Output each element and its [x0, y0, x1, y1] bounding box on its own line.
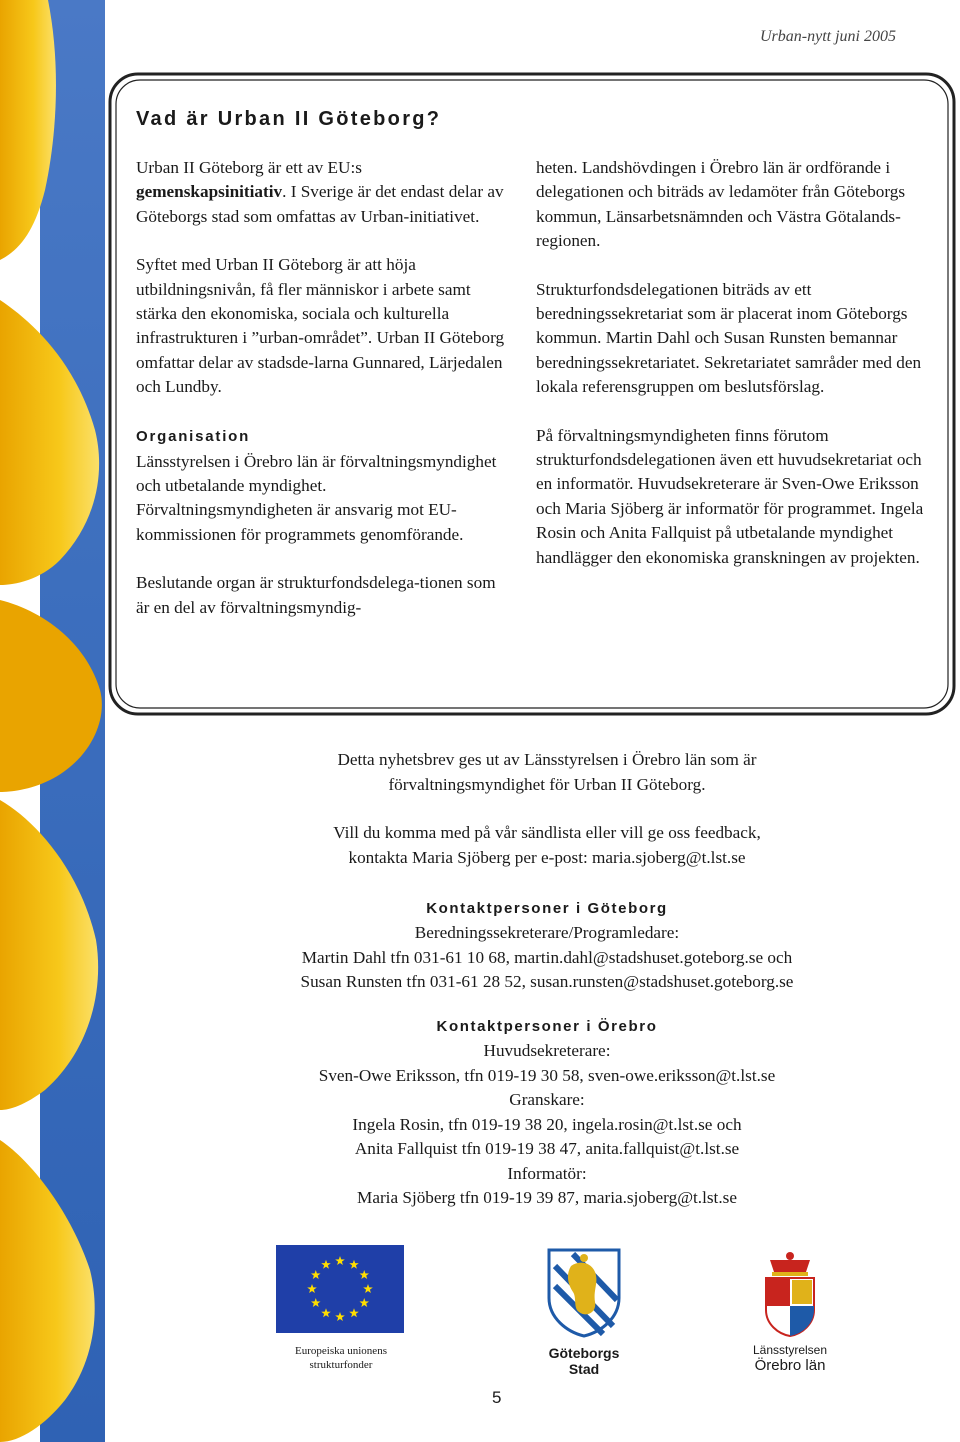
- lansstyrelsen-logo: [748, 1250, 832, 1374]
- feedback-contact: kontakta Maria Sjöberg per e-post: maria.sjoberg@t.lst.se: [348, 847, 746, 867]
- paragraph-intro: Urban II Göteborg är ett av EU:s gemenskapsinitiativ. I Sverige är det endast delar av Göteborgs stad som omfattas av Urban-initiativet.: [136, 158, 504, 226]
- eu-logo: [276, 1245, 406, 1372]
- contact-role: Huvudsekreterare:: [483, 1041, 611, 1060]
- lansstyrelsen-name: Länsstyrelsen: [752, 1343, 828, 1357]
- contact-line: Sven-Owe Eriksson, tfn 019-19 30 58, sven-owe.eriksson@t.lst.se: [318, 1065, 776, 1085]
- info-line: Detta nyhetsbrev ges ut av Länsstyrelsen i Örebro län som är: [337, 750, 757, 769]
- box-right-column: [536, 156, 936, 594]
- orebro-lan-name: Örebro län: [754, 1357, 826, 1374]
- paragraph-organisation: Länsstyrelsen i Örebro län är förvaltningsmyndighet och utbetalande myndighet. Förvaltningsmyndigheten är ansvarig mot EU-kommissionen för programmets genomförande.: [136, 451, 497, 544]
- box-left-column: [136, 156, 506, 644]
- box-title: Vad är Urban II Göteborg?: [136, 108, 442, 130]
- page-number: 5: [492, 1388, 502, 1407]
- contact-line: Anita Fallquist tfn 019-19 38 47, anita.fallquist@t.lst.se: [354, 1139, 740, 1158]
- goteborg-logo: [543, 1246, 625, 1377]
- paragraph-purpose: Syftet med Urban II Göteborg är att höja utbildningsnivån, få fler människor i arbete samt stärka den ekonomiska, sociala och kulturella infrastrukturen i ”urban-området”. Urban II Göteborg omfattar delar av stadsde-larna Gunnared, Lärjedalen och Lundby.: [136, 255, 505, 397]
- goteborg-name: Stad: [568, 1361, 600, 1377]
- contact-role: Granskare:: [509, 1090, 585, 1109]
- paragraph-decision-body: Beslutande organ är strukturfondsdelega-tionen som är en del av förvaltningsmyndig-: [136, 573, 496, 617]
- paragraph-staff: På förvaltningsmyndigheten finns förutom strukturfondsdelegationen även ett huvudsekretariat och en informatör. Huvudsekreterare är Sven-Owe Eriksson och Maria Sjöberg är informatör för programmet. Ingela Rosin och Anita Fallquist på utbetalande myndighet handlägger den ekonomiska granskningen av projekten.: [536, 425, 924, 567]
- eu-caption: strukturfonder: [309, 1359, 373, 1371]
- paragraph-delegation: heten. Landshövdingen i Örebro län är ordförande i delegationen och biträds av ledamöter från Göteborgs kommun, Länsarbetsnämnden och Västra Götalands-regionen.: [536, 158, 906, 251]
- feedback-info: [200, 821, 894, 870]
- contact-line: Maria Sjöberg tfn 019-19 39 87, maria.sjoberg@t.lst.se: [357, 1188, 737, 1207]
- feedback-line: Vill du komma med på vår sändlista eller vill ge oss feedback,: [333, 823, 761, 842]
- running-header: Urban-nytt juni 2005: [760, 28, 896, 45]
- contacts-orebro-heading: Kontaktpersoner i Örebro: [436, 1018, 658, 1035]
- goteborg-coat-of-arms-icon: [543, 1246, 625, 1338]
- eu-flag-icon: [276, 1245, 404, 1333]
- goteborg-name: Göteborgs: [548, 1345, 620, 1361]
- contact-line: Ingela Rosin, tfn 019-19 38 20, ingela.rosin@t.lst.se och: [352, 1114, 742, 1134]
- contacts-goteborg: [200, 897, 894, 995]
- contact-line: Susan Runsten tfn 031-61 28 52, susan.runsten@stadshuset.goteborg.se: [300, 972, 794, 991]
- contact-line: Martin Dahl tfn 031-61 10 68, martin.dahl@stadshuset.goteborg.se och: [301, 947, 793, 967]
- orebro-coat-of-arms-icon: [748, 1250, 832, 1338]
- contacts-goteborg-heading: Kontaktpersoner i Göteborg: [426, 900, 668, 917]
- bold-term: gemenskapsinitiativ: [136, 182, 283, 202]
- contact-role: Beredningssekreterare/Programledare:: [414, 923, 680, 942]
- organisation-heading: Organisation: [136, 427, 251, 445]
- flower-decoration: [0, 0, 105, 1442]
- contacts-orebro: [200, 1015, 894, 1211]
- yellow-petals-illustration: [0, 0, 105, 1442]
- info-line: förvaltningsmyndighet för Urban II Göteborg.: [388, 774, 706, 794]
- newsletter-info: [200, 748, 894, 797]
- paragraph-secretariat: Strukturfondsdelegationen biträds av ett beredningssekretariat som är placerat inom Göteborgs kommun. Martin Dahl och Susan Runsten bemannar beredningssekretariatet. Sekretariatet samråder med den lokala referensgruppen om beslutsförslag.: [536, 279, 922, 397]
- contact-role: Informatör:: [507, 1163, 587, 1183]
- eu-caption: Europeiska unionens: [295, 1345, 387, 1357]
